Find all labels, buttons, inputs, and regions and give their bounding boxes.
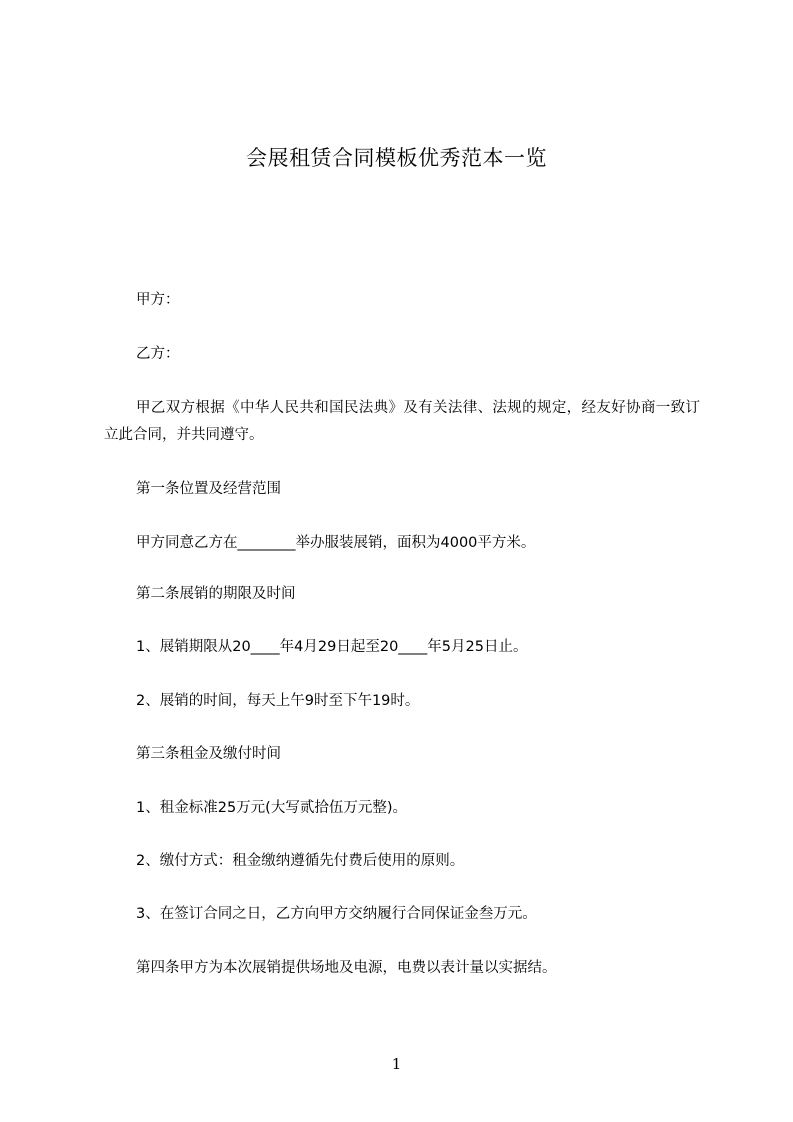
article2-heading: 第二条展销的期限及时间 [136, 586, 296, 602]
party-b-label: 乙方： [136, 346, 180, 362]
article4-text: 第四条甲方为本次展销提供场地及电源，电费以表计量以实据结。 [136, 960, 557, 976]
document-title: 会展租赁合同模板优秀范本一览 [246, 146, 547, 170]
preamble-paragraph: 甲乙双方根据《中华人民共和国民法典》及有关法律、法规的规定，经友好协商一致订立此合同，并共同遵守。 [104, 400, 700, 443]
article3-item2: 2、缴付方式：租金缴纳遵循先付费后使用的原则。 [136, 853, 465, 869]
article3-item3: 3、在签订合同之日，乙方向甲方交纳履行合同保证金叁万元。 [136, 906, 537, 922]
article3-item1: 1、租金标准25万元(大写贰拾伍万元整)。 [136, 800, 407, 816]
article1-heading: 第一条位置及经营范围 [136, 481, 281, 497]
article2-item1: 1、展销期限从20____年4月29日起至20____年5月25日止。 [136, 639, 528, 655]
article2-item2: 2、展销的时间，每天上午9时至下午19时。 [136, 693, 420, 709]
article1-text: 甲方同意乙方在________举办服装展销，面积为4000平方米。 [136, 535, 536, 551]
article3-heading: 第三条租金及缴付时间 [136, 746, 281, 762]
party-a-label: 甲方： [136, 292, 180, 308]
page-number: 1 [391, 1055, 402, 1073]
